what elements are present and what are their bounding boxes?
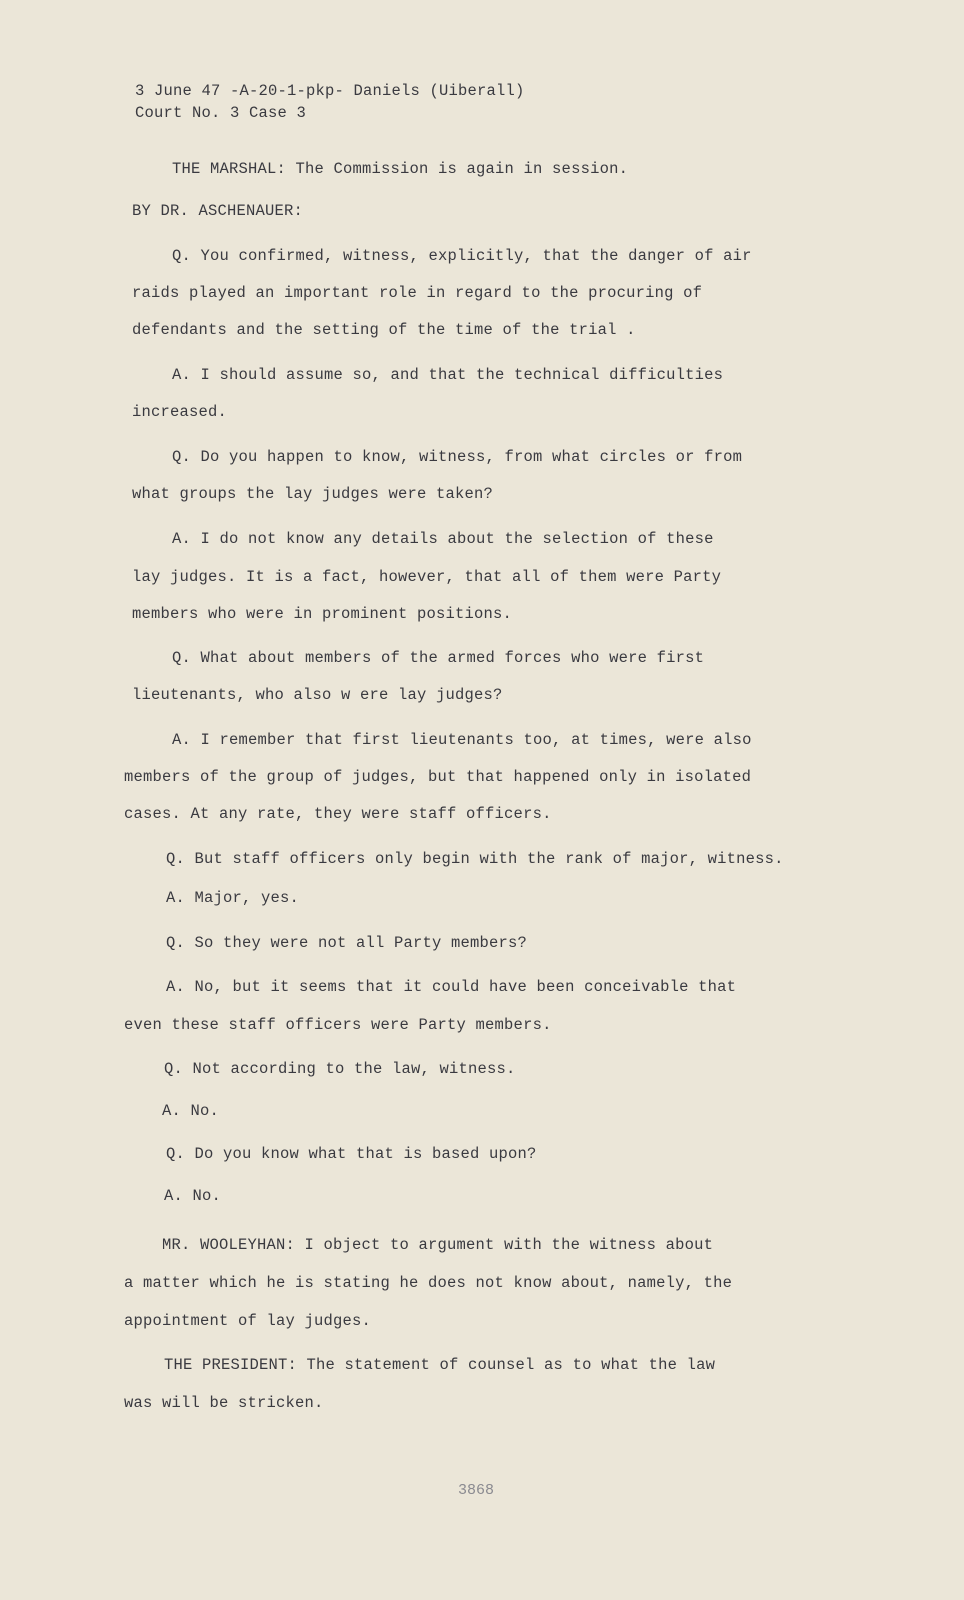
transcript-line: THE PRESIDENT: The statement of counsel as to what the law <box>164 1356 716 1374</box>
transcript-line: A. I should assume so, and that the technical difficulties <box>172 366 724 384</box>
transcript-line: raids played an important role in regard to the procuring of <box>132 284 703 302</box>
transcript-line: lay judges. It is a fact, however, that all of them were Party <box>132 568 722 586</box>
transcript-line: Q. But staff officers only begin with the rank of major, witness. <box>166 850 784 868</box>
transcript-line: THE MARSHAL: The Commission is again in session. <box>172 160 629 178</box>
transcript-line: cases. At any rate, they were staff officers. <box>124 805 552 823</box>
transcript-line: Q. Do you happen to know, witness, from what circles or from <box>172 448 743 466</box>
transcript-line: what groups the lay judges were taken? <box>132 485 494 503</box>
transcript-line: Q. You confirmed, witness, explicitly, that the danger of air <box>172 247 752 265</box>
transcript-line: appointment of lay judges. <box>124 1312 372 1330</box>
transcript-line: A. No. <box>164 1187 222 1205</box>
transcript-line: members who were in prominent positions. <box>132 605 513 623</box>
transcript-line: MR. WOOLEYHAN: I object to argument with the witness about <box>162 1236 714 1254</box>
transcript-line: increased. <box>132 403 228 421</box>
transcript-line: A. I do not know any details about the selection of these <box>172 530 714 548</box>
transcript-line: BY DR. ASCHENAUER: <box>132 202 304 220</box>
transcript-line: even these staff officers were Party members. <box>124 1016 552 1034</box>
transcript-line: was will be stricken. <box>124 1394 324 1412</box>
transcript-line: a matter which he is stating he does not know about, namely, the <box>124 1274 733 1292</box>
transcript-line: A. Major, yes. <box>166 889 300 907</box>
page-number: 3868 <box>458 1482 495 1499</box>
header-line-1: 3 June 47 -A-20-1-pkp- Daniels (Uiberall) <box>135 82 525 100</box>
transcript-line: defendants and the setting of the time of the trial . <box>132 321 636 339</box>
transcript-line: A. I remember that first lieutenants too, at times, were also <box>172 731 752 749</box>
page-header <box>135 80 525 124</box>
transcript-line: Q. So they were not all Party members? <box>166 934 528 952</box>
transcript-line: lieutenants, who also w ere lay judges? <box>132 686 503 704</box>
header-line-2: Court No. 3 Case 3 <box>135 104 307 122</box>
transcript-line: A. No, but it seems that it could have been conceivable that <box>166 978 737 996</box>
transcript-line: Q. What about members of the armed forces who were first <box>172 649 705 667</box>
transcript-line: members of the group of judges, but that happened only in isolated <box>124 768 752 786</box>
transcript-line: Q. Do you know what that is based upon? <box>166 1145 537 1163</box>
transcript-line: Q. Not according to the law, witness. <box>164 1060 516 1078</box>
transcript-line: A. No. <box>162 1102 220 1120</box>
